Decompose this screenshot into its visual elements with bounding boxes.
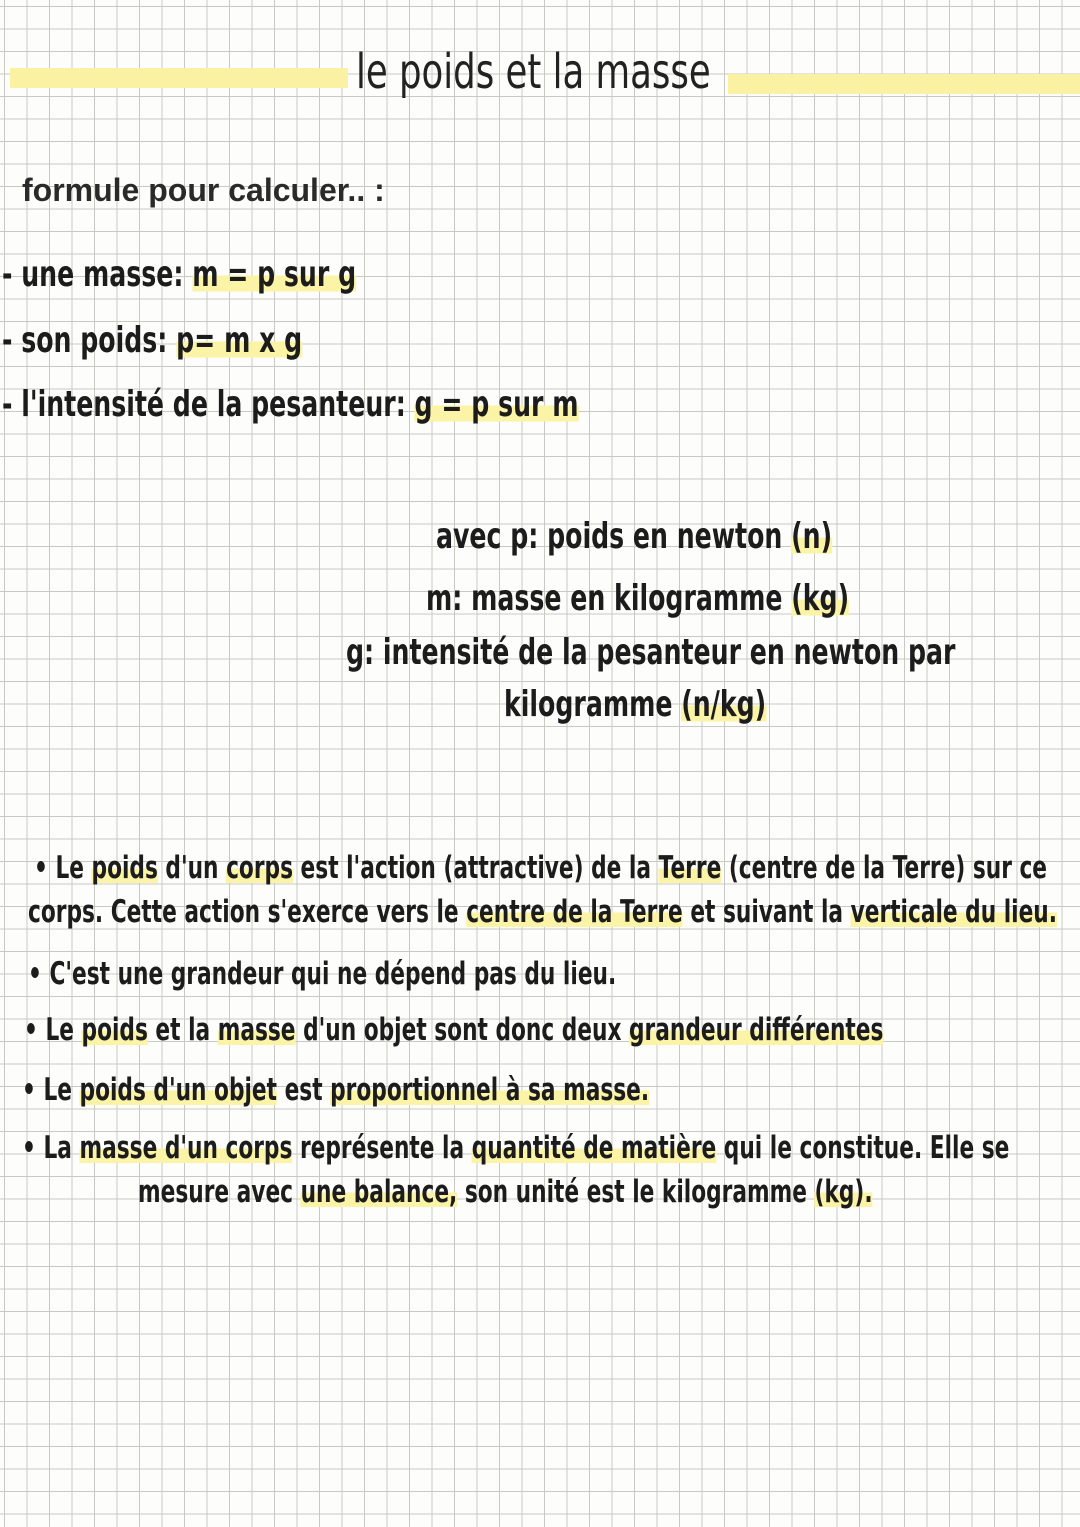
legend-m-text: masse en kilogramme bbox=[471, 578, 783, 619]
highlight-segment: (kg). bbox=[814, 1174, 873, 1210]
title-highlight-right bbox=[728, 74, 1080, 94]
formula-weight-expr: p= m x g bbox=[176, 320, 303, 361]
bullet-dot: • bbox=[24, 1012, 38, 1048]
highlight-segment: poids d'un objet bbox=[79, 1072, 278, 1108]
bullet-mass-independent bbox=[28, 956, 616, 992]
formula-heading: formule pour calculer.. : bbox=[22, 172, 385, 208]
text-segment: C'est une grandeur qui ne dépend pas du lieu. bbox=[49, 956, 617, 992]
formula-gravity-label: - l'intensité de la pesanteur: bbox=[2, 384, 406, 425]
highlight-segment: poids bbox=[91, 850, 158, 886]
formula-weight bbox=[2, 320, 302, 361]
legend-p bbox=[436, 516, 832, 557]
bullet-dot: • bbox=[28, 956, 42, 992]
title-highlight-left bbox=[10, 68, 348, 88]
highlight-segment: une balance, bbox=[300, 1174, 458, 1210]
formula-gravity bbox=[2, 384, 578, 425]
bullet-dot: • bbox=[22, 1072, 36, 1108]
formula-mass-label: - une masse: bbox=[2, 254, 184, 295]
bullet-weight-definition bbox=[34, 850, 1047, 886]
text-segment: d'un objet sont donc deux bbox=[303, 1012, 622, 1048]
legend-m-unit: (kg) bbox=[791, 578, 850, 619]
bullet-dot: • bbox=[22, 1130, 36, 1166]
formula-mass-expr: m = p sur g bbox=[192, 254, 357, 295]
text-segment: mesure avec bbox=[138, 1174, 294, 1210]
text-segment: représente la bbox=[299, 1130, 465, 1166]
highlight-segment: grandeur différentes bbox=[629, 1012, 884, 1048]
highlight-segment: corps bbox=[226, 850, 293, 886]
highlight-segment: poids bbox=[81, 1012, 148, 1048]
text-segment: Le bbox=[55, 850, 84, 886]
formula-weight-label: - son poids: bbox=[2, 320, 168, 361]
legend-p-text: poids en newton bbox=[547, 516, 783, 557]
legend-g-text-2: kilogramme bbox=[504, 684, 673, 725]
formula-gravity-expr: g = p sur m bbox=[414, 384, 579, 425]
highlight-segment: Terre bbox=[658, 850, 722, 886]
text-segment: et la bbox=[155, 1012, 211, 1048]
bullet-mass-definition bbox=[22, 1130, 1009, 1166]
text-segment: son unité est le kilogramme bbox=[464, 1174, 807, 1210]
legend-g bbox=[346, 632, 955, 673]
page-title: le poids et la masse bbox=[356, 44, 711, 100]
highlight-segment: quantité de matière bbox=[471, 1130, 717, 1166]
bullet-dot: • bbox=[34, 850, 48, 886]
legend-g-unit: (n/kg) bbox=[681, 684, 767, 725]
text-segment: et suivant la bbox=[690, 894, 844, 930]
highlight-segment: verticale du lieu. bbox=[850, 894, 1058, 930]
highlight-segment: masse d'un corps bbox=[79, 1130, 293, 1166]
text-segment: Le bbox=[45, 1012, 74, 1048]
formula-mass bbox=[2, 254, 356, 295]
text-segment: corps. Cette action s'exerce vers le bbox=[28, 894, 459, 930]
text-segment: Le bbox=[43, 1072, 72, 1108]
text-segment: La bbox=[43, 1130, 72, 1166]
legend-g-cont bbox=[504, 684, 766, 725]
legend-p-prefix: avec p: bbox=[436, 516, 539, 557]
bullet-mass-definition-line-2 bbox=[138, 1174, 873, 1210]
text-segment: est l'action (attractive) de la bbox=[300, 850, 651, 886]
text-segment: qui le constitue. Elle se bbox=[723, 1130, 1010, 1166]
bullet-weight-definition-line-2 bbox=[28, 894, 1057, 930]
bullet-proportional bbox=[22, 1072, 649, 1108]
highlight-segment: centre de la Terre bbox=[466, 894, 683, 930]
text-segment: d'un bbox=[165, 850, 219, 886]
text-segment: est bbox=[284, 1072, 323, 1108]
bullet-two-quantities bbox=[24, 1012, 883, 1048]
legend-m-prefix: m: bbox=[426, 578, 463, 619]
highlight-segment: proportionnel à sa masse. bbox=[330, 1072, 650, 1108]
legend-g-text: intensité de la pesanteur en newton par bbox=[382, 632, 956, 673]
legend-p-unit: (n) bbox=[791, 516, 833, 557]
text-segment: (centre de la Terre) sur ce bbox=[728, 850, 1048, 886]
legend-m bbox=[426, 578, 849, 619]
highlight-segment: masse bbox=[217, 1012, 296, 1048]
legend-g-prefix: g: bbox=[346, 632, 375, 673]
